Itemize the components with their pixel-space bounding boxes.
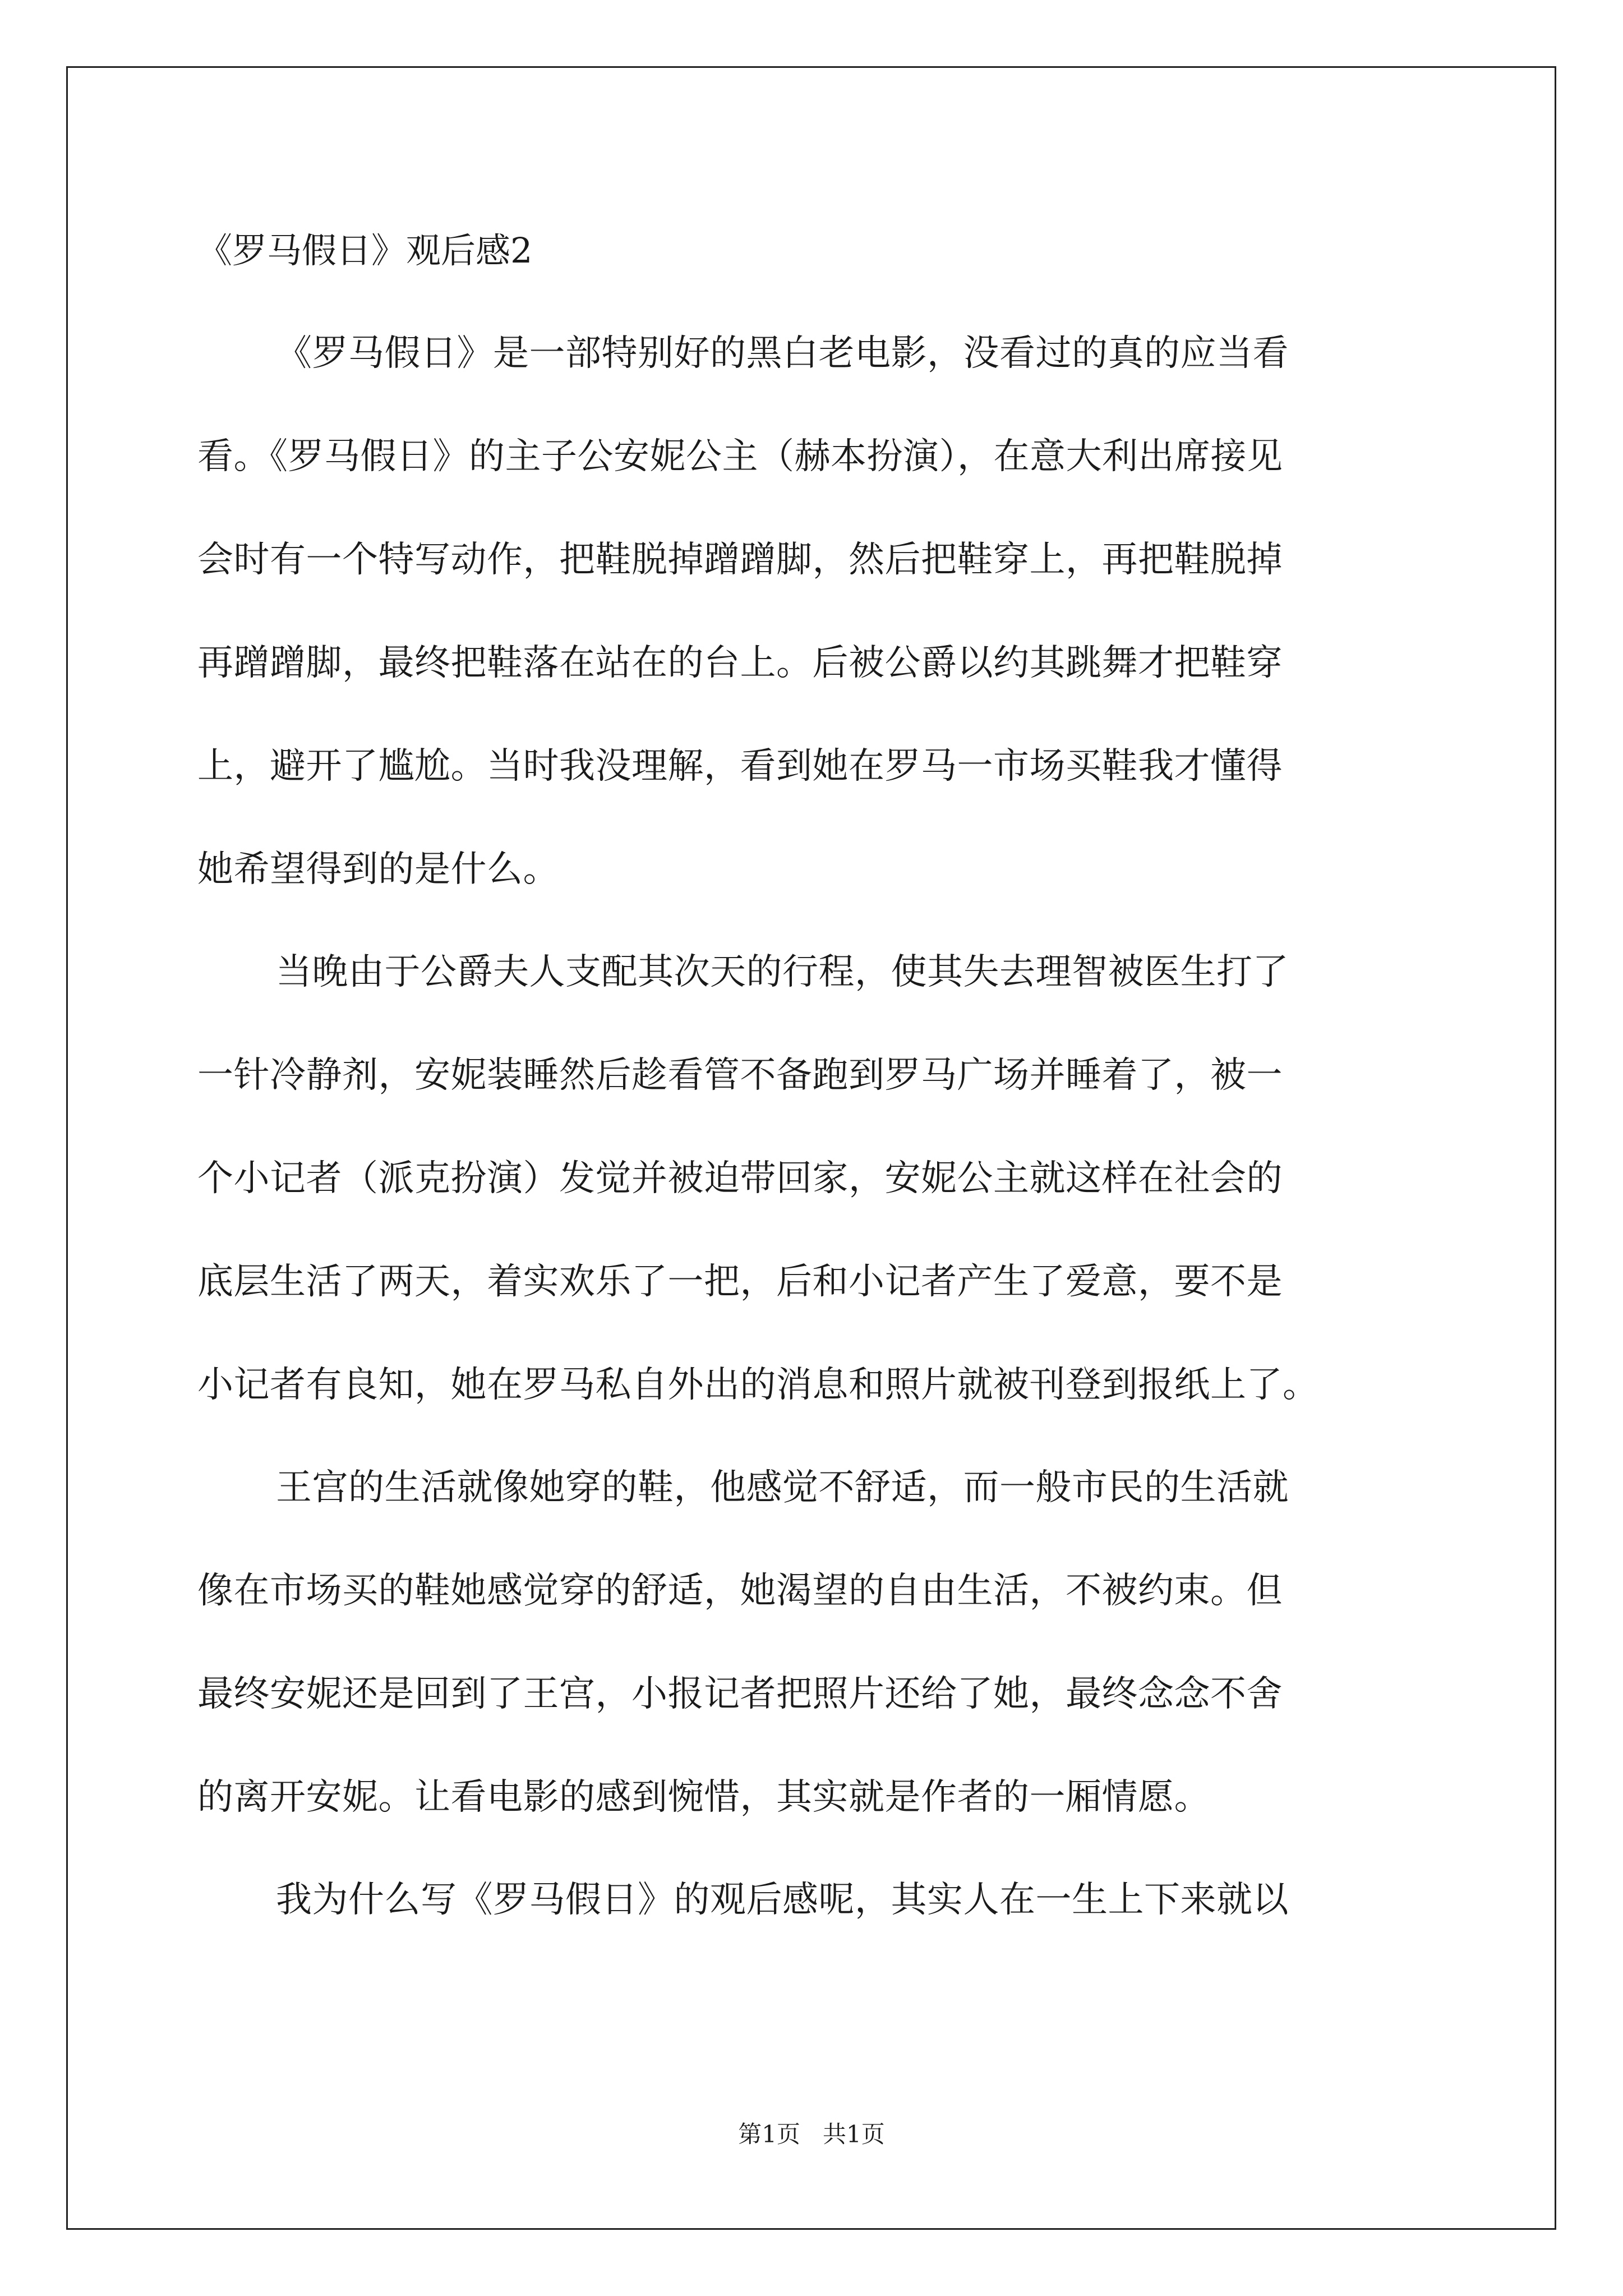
text-line: 像在市场买的鞋她感觉穿的舒适，她渴望的自由生活，不被约束。但 — [197, 1570, 1283, 1612]
page-footer: 第1页 共1页 — [738, 2120, 885, 2148]
paragraph-1 — [197, 311, 1431, 931]
document-title: 《罗马假日》观后感2 — [197, 230, 533, 271]
text-line: 的离开安妮。让看电影的感到惋惜，其实就是作者的一厢情愿。 — [197, 1777, 1210, 1818]
text-line: 王宫的生活就像她穿的鞋，他感觉不舒适，而一般市民的生活就 — [276, 1467, 1289, 1508]
text-line: 一针冷静剂，安妮装睡然后趁看管不备跑到罗马广场并睡着了，被一 — [197, 1055, 1283, 1096]
text-line: 底层生活了两天，着实欢乐了一把，后和小记者产生了爱意，要不是 — [197, 1261, 1283, 1303]
text-line: 再蹭蹭脚，最终把鞋落在站在的台上。后被公爵以约其跳舞才把鞋穿 — [197, 642, 1283, 684]
text-line: 个小记者（派克扮演）发觉并被迫带回家，安妮公主就这样在社会的 — [197, 1158, 1283, 1199]
paragraph-2 — [197, 930, 1431, 1446]
text-line: 当晚由于公爵夫人支配其次天的行程，使其失去理智被医生打了 — [276, 951, 1289, 993]
text-line: 小记者有良知，她在罗马私自外出的消息和照片就被刊登到报纸上了。 — [197, 1364, 1319, 1406]
paragraph-3 — [197, 1446, 1431, 1858]
text-line: 她希望得到的是什么。 — [197, 849, 559, 890]
text-line: 会时有一个特写动作，把鞋脱掉蹭蹭脚，然后把鞋穿上，再把鞋脱掉 — [197, 539, 1283, 581]
text-line: 《罗马假日》是一部特别好的黑白老电影，没看过的真的应当看 — [276, 333, 1289, 374]
text-line: 看。《罗马假日》的主子公安妮公主（赫本扮演），在意大利出席接见 — [197, 436, 1283, 477]
paragraph-4 — [197, 1858, 1431, 1961]
text-line: 上，避开了尴尬。当时我没理解，看到她在罗马一市场买鞋我才懂得 — [197, 746, 1283, 787]
text-line: 我为什么写《罗马假日》的观后感呢，其实人在一生上下来就以 — [276, 1879, 1289, 1921]
text-line: 最终安妮还是回到了王宫，小报记者把照片还给了她，最终念念不舍 — [197, 1673, 1283, 1715]
